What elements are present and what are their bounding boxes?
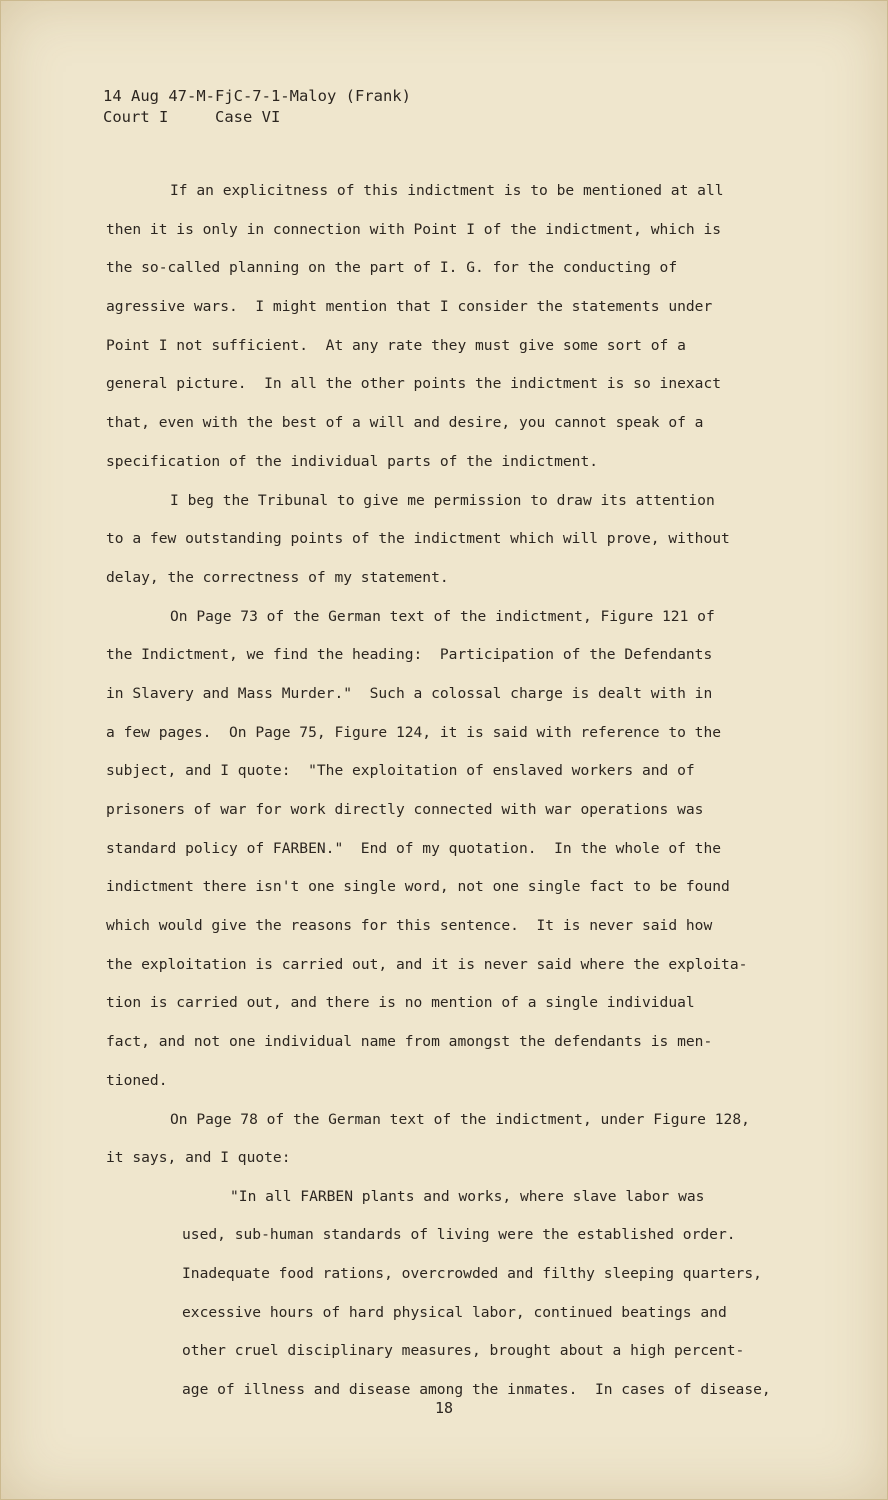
quote-line: used, sub-human standards of living were the established order.: [182, 1226, 736, 1244]
text-line: standard policy of FARBEN." End of my quotation. In the whole of the: [106, 839, 722, 857]
quote-line: age of illness and disease among the inmates. In cases of disease,: [182, 1380, 771, 1398]
text-line: agressive wars. I might mention that I consider the statements under: [106, 298, 713, 316]
text-line: then it is only in connection with Point I of the indictment, which is: [106, 220, 722, 238]
paragraph-2: [106, 482, 806, 598]
text-line: general picture. In all the other points the indictment is so inexact: [106, 375, 722, 393]
text-line: subject, and I quote: "The exploitation of enslaved workers and of: [106, 762, 695, 780]
text-line: the Indictment, we find the heading: Participation of the Defendants: [106, 646, 713, 664]
text-line: the so-called planning on the part of I. G. for the conducting of: [106, 259, 678, 277]
text-line: On Page 73 of the German text of the indictment, Figure 121 of: [170, 607, 715, 625]
paragraph-3: [106, 598, 806, 1101]
text-line: delay, the correctness of my statement.: [106, 568, 449, 586]
text-line: in Slavery and Mass Murder." Such a colossal charge is dealt with in: [106, 684, 713, 702]
document-body: [106, 172, 806, 1409]
text-line: I beg the Tribunal to give me permission to draw its attention: [170, 491, 715, 509]
page-number: 18: [434, 1399, 454, 1417]
block-quote: [106, 1178, 806, 1410]
text-line: indictment there isn't one single word, not one single fact to be found: [106, 878, 730, 896]
text-line: prisoners of war for work directly connected with war operations was: [106, 801, 704, 818]
text-line: On Page 78 of the German text of the indictment, under Figure 128,: [170, 1110, 750, 1128]
text-line: a few pages. On Page 75, Figure 124, it is said with reference to the: [106, 723, 722, 741]
quote-line: excessive hours of hard physical labor, continued beatings and: [182, 1303, 727, 1321]
document-header: [103, 86, 411, 128]
quote-line: Inadequate food rations, overcrowded and filthy sleeping quarters,: [182, 1265, 762, 1283]
text-line: Point I not sufficient. At any rate they must give some sort of a: [106, 336, 686, 354]
header-reference: 14 Aug 47-M-FjC-7-1-Maloy (Frank): [103, 87, 411, 105]
text-line: fact, and not one individual name from amongst the defendants is men-: [106, 1033, 713, 1051]
text-line: the exploitation is carried out, and it is never said where the exploita-: [106, 955, 748, 973]
quote-line: "In all FARBEN plants and works, where slave labor was: [230, 1187, 705, 1205]
quote-line: other cruel disciplinary measures, brought about a high percent-: [182, 1342, 745, 1360]
text-line: specification of the individual parts of the indictment.: [106, 452, 599, 470]
paragraph-4: [106, 1101, 806, 1178]
text-line: that, even with the best of a will and desire, you cannot speak of a: [106, 414, 704, 432]
text-line: which would give the reasons for this sentence. It is never said how: [106, 917, 713, 935]
paragraph-1: [106, 172, 806, 482]
text-line: to a few outstanding points of the indictment which will prove, without: [106, 530, 730, 548]
text-line: tioned.: [106, 1071, 168, 1089]
text-line: If an explicitness of this indictment is to be mentioned at all: [170, 182, 724, 199]
header-court-case: Court I Case VI: [103, 108, 281, 126]
text-line: tion is carried out, and there is no mention of a single individual: [106, 994, 695, 1012]
text-line: it says, and I quote:: [106, 1149, 291, 1167]
